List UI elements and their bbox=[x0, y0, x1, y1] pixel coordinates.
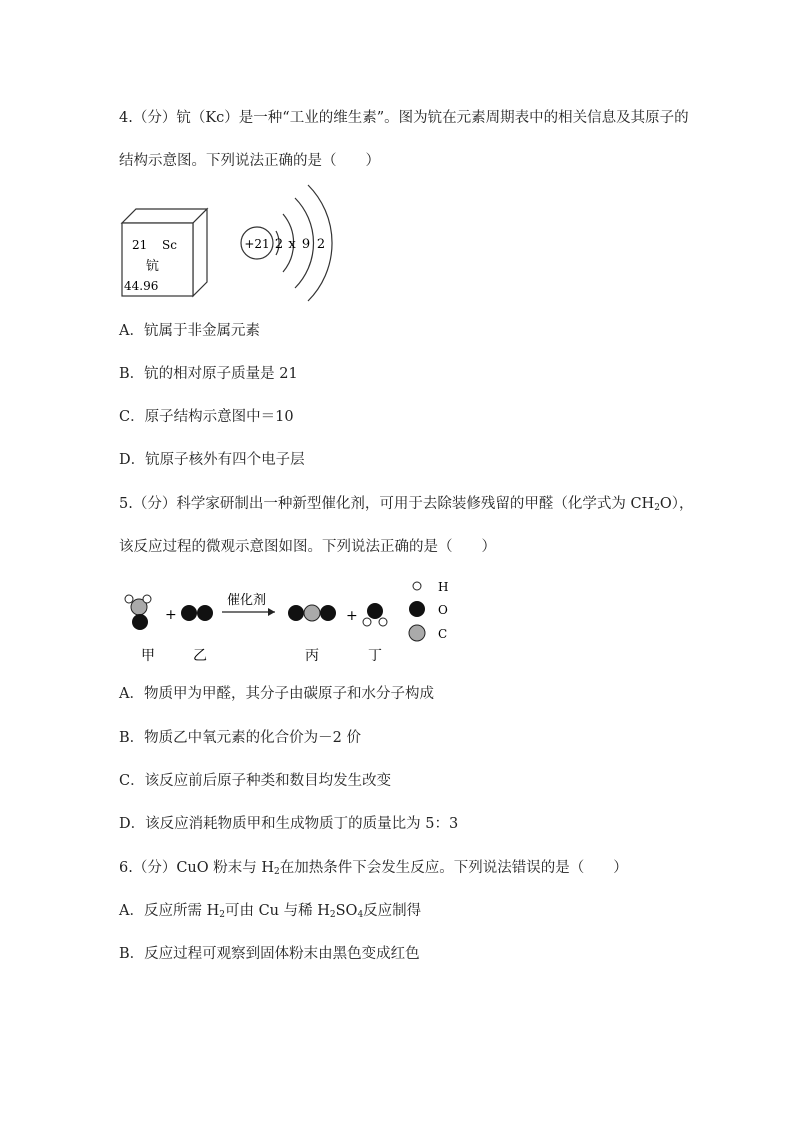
legend-o-icon bbox=[409, 601, 425, 617]
shell-electrons-3: 9 bbox=[301, 237, 311, 252]
label-jia: 甲 bbox=[141, 648, 155, 664]
q4-stem-line2: 结构示意图。下列说法正确的是（ ） bbox=[119, 153, 380, 169]
element-symbol: Sc bbox=[162, 238, 177, 252]
q4-option-c: C．原子结构示意图中＝10 bbox=[119, 409, 294, 425]
label-ding: 丁 bbox=[368, 648, 382, 664]
atom-legend bbox=[409, 580, 448, 641]
legend-h-label: H bbox=[438, 580, 449, 594]
element-number: 21 bbox=[132, 238, 148, 252]
q5-option-d: D．该反应消耗物质甲和生成物质丁的质量比为 5：3 bbox=[119, 816, 459, 832]
reaction-micro-diagram bbox=[115, 575, 465, 667]
catalyst-label: 催化剂 bbox=[227, 593, 267, 608]
q5-option-b: B．物质乙中氧元素的化合价为－2 价 bbox=[119, 730, 361, 746]
shell-electrons-4: 2 bbox=[316, 237, 326, 252]
q4-option-a: A．钪属于非金属元素 bbox=[119, 323, 260, 339]
plus-sign-1: + bbox=[165, 607, 177, 623]
q5-stem-line1: 5.（分）科学家研制出一种新型催化剂，可用于去除装修残留的甲醛（化学式为 $CH_2O$）， bbox=[119, 496, 694, 513]
legend-c-icon bbox=[409, 625, 425, 641]
legend-h-icon bbox=[413, 582, 421, 590]
q5-option-a: A．物质甲为甲醛，其分子由碳原子和水分子构成 bbox=[119, 686, 434, 702]
element-mass: 44.96 bbox=[124, 279, 159, 293]
periodic-table-cell bbox=[119, 206, 211, 298]
q5-option-c: C．该反应前后原子种类和数目均发生改变 bbox=[119, 773, 392, 789]
molecule-yi bbox=[181, 605, 213, 621]
q4-option-b: B．钪的相对原子质量是 21 bbox=[119, 366, 298, 382]
q4-option-d: D．钪原子核外有四个电子层 bbox=[119, 452, 305, 468]
element-name: 钪 bbox=[146, 259, 160, 274]
q5-stem-line2: 该反应过程的微观示意图如图。下列说法正确的是（ ） bbox=[119, 539, 496, 555]
shell-electrons-2: x bbox=[288, 237, 296, 252]
legend-o-label: O bbox=[438, 603, 448, 617]
molecule-jia bbox=[125, 595, 151, 630]
nucleus-charge: +21 bbox=[244, 237, 270, 251]
q6-option-a: A．反应所需 $H_2$可由 Cu 与稀 $H_2SO_4$反应制得 bbox=[119, 903, 422, 920]
legend-c-label: C bbox=[438, 627, 448, 641]
shell-electrons-1: 2 bbox=[274, 237, 284, 252]
q6-option-b: B．反应过程可观察到固体粉末由黑色变成红色 bbox=[119, 946, 420, 962]
plus-sign-2: + bbox=[346, 608, 358, 624]
q6-stem: 6.（分）CuO 粉末与 $H_2$在加热条件下会发生反应。下列说法错误的是（ ） bbox=[119, 860, 628, 877]
atom-structure-diagram bbox=[236, 180, 336, 306]
arrow-head-icon bbox=[268, 608, 275, 616]
molecule-bing bbox=[288, 605, 336, 621]
q4-stem-line1: 4.（分）钪（Kc）是一种“工业的维生素”。图为钪在元素周期表中的相关信息及其原子的 bbox=[119, 110, 689, 126]
molecule-ding bbox=[363, 603, 387, 626]
label-bing: 丙 bbox=[305, 648, 319, 664]
label-yi: 乙 bbox=[193, 648, 207, 664]
